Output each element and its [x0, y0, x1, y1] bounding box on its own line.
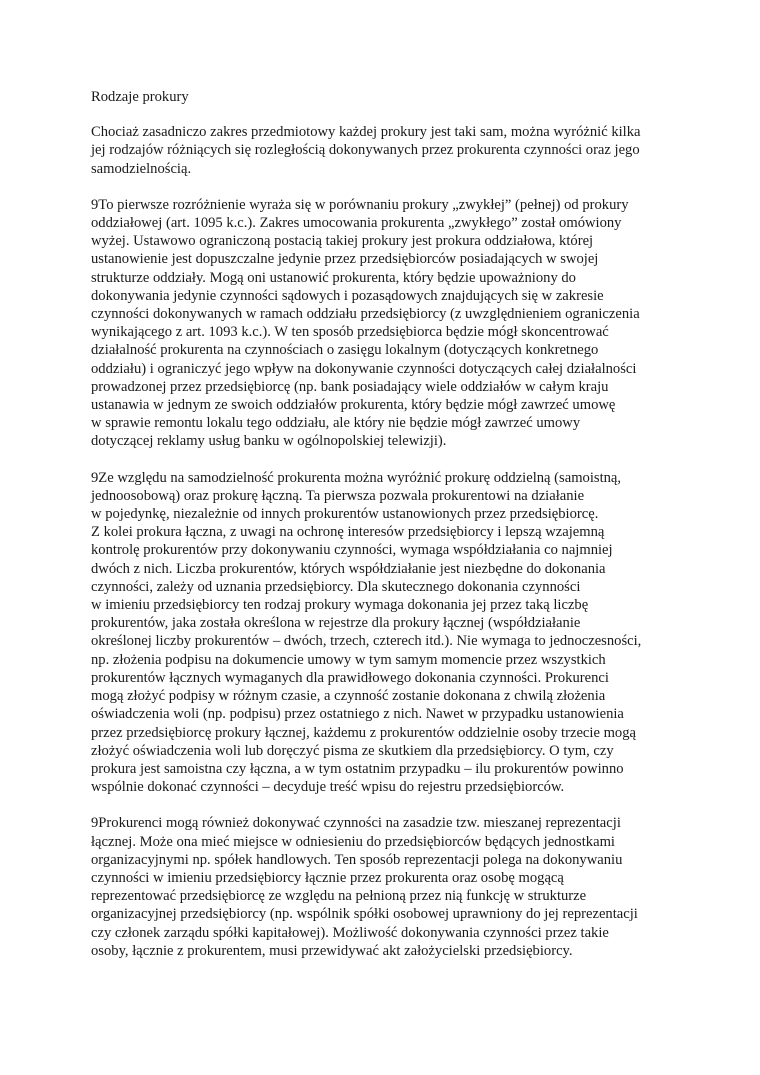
text-line: jej rodzajów różniących się rozległością dokonywanych przez prokurenta czynności oraz jego: [91, 142, 640, 159]
text-line: dokonywania jedynie czynności sądowych i pozasądowych znajdujących się w zakresie: [91, 287, 604, 304]
document-body: [91, 88, 683, 978]
text-line: określonej liczby prokurentów – dwóch, trzech, czterech itd.). Nie wymaga to jednoczesności,: [91, 633, 642, 650]
text-line: prokura jest samoistna czy łączna, a w tym ostatnim przypadku – ilu prokurentów powinno: [91, 760, 624, 777]
text-line: wyżej. Ustawowo ograniczoną postacią takiej prokury jest prokura oddziałowa, której: [91, 233, 594, 250]
text-line: mogą złożyć podpisy w różnym czasie, a czynność zostanie dokonana z chwilą złożenia: [91, 688, 606, 705]
text-line: ustanawia w jednym ze swoich oddziałów prokurenta, który będzie mógł zawrzeć umowę: [91, 397, 616, 414]
text-line: łącznej. Może ona mieć miejsce w odniesieniu do przedsiębiorców będących jednostkami: [91, 833, 615, 850]
text-line: oświadczenia woli (np. podpisu) przez ostatniego z nich. Nawet w przypadku ustanowienia: [91, 706, 624, 723]
text-line: w imieniu przedsiębiorcy ten rodzaj prokury wymaga dokonania jej przez taką liczbę: [91, 597, 589, 614]
paragraph-list: [91, 123, 683, 960]
text-line: Chociaż zasadniczo zakres przedmiotowy każdej prokury jest taki sam, można wyróżnić kilka: [91, 124, 641, 141]
text-line: czynności, zależy od uznania przedsiębiorcy. Dla skutecznego dokonania czynności: [91, 578, 581, 595]
text-line: osoby, łącznie z prokurentem, musi przewidywać akt założycielski przedsiębiorcy.: [91, 942, 573, 959]
text-line: w pojedynkę, niezależnie od innych prokurentów ustanowionych przez przedsiębiorcę.: [91, 506, 599, 523]
document-title: Rodzaje prokury: [91, 89, 189, 105]
text-line: wspólnie dokonać czynności – decyduje treść wpisu do rejestru przedsiębiorców.: [91, 779, 565, 796]
text-line: ustanowienie jest dopuszczalne jedynie przez przedsiębiorców posiadających w swojej: [91, 251, 599, 268]
paragraph: [91, 196, 683, 451]
paragraph: [91, 123, 683, 178]
paragraph: [91, 469, 683, 797]
text-line: Z kolei prokura łączna, z uwagi na ochronę interesów przedsiębiorcy i lepszą wzajemną: [91, 524, 605, 541]
text-line: wynikającego z art. 1093 k.c.). W ten sposób przedsiębiorca będzie mógł skoncentrować: [91, 324, 609, 341]
text-line: jednoosobową) oraz prokurę łączną. Ta pierwsza pozwala prokurentowi na działanie: [91, 487, 585, 504]
text-line: 9To pierwsze rozróżnienie wyraża się w porównaniu prokury „zwykłej” (pełnej) od prokury: [91, 196, 629, 213]
text-line: czynności w imieniu przedsiębiorcy łącznie przez prokurenta oraz osobę mogącą: [91, 869, 564, 886]
paragraph: [91, 814, 683, 960]
text-line: prokurentów, jaka została określona w rejestrze dla prokury łącznej (współdziałanie: [91, 615, 581, 632]
text-line: kontrolę prokurentów przy dokonywaniu czynności, wymaga współdziałania co najmniej: [91, 542, 613, 559]
text-line: czynności dokonywanych w ramach oddziału przedsiębiorcy (z uwzględnieniem ograniczenia: [91, 306, 640, 323]
text-line: samodzielnością.: [91, 160, 192, 177]
text-line: dwóch z nich. Liczba prokurentów, których współdziałanie jest niezbędne do dokonania: [91, 560, 606, 577]
text-line: prokurentów łącznych wymaganych dla prawidłowego dokonania czynności. Prokurenci: [91, 669, 609, 686]
text-line: reprezentować przedsiębiorcę ze względu na pełnioną przez nią funkcję w strukturze: [91, 888, 587, 905]
text-line: złożyć oświadczenia woli lub doręczyć pisma ze skutkiem dla przedsiębiorcy. O tym, czy: [91, 742, 614, 759]
text-line: przez przedsiębiorcę prokury łącznej, każdemu z prokurentów oddzielnie osoby trzecie mogą: [91, 724, 636, 741]
text-line: w sprawie remontu lokalu tego oddziału, ale który nie będzie mógł zawrzeć umowy: [91, 415, 581, 432]
text-line: działalność prokurenta na czynnościach o zasięgu lokalnym (dotyczących konkretnego: [91, 342, 599, 359]
text-line: strukturze oddziały. Mogą oni ustanowić prokurenta, który będzie upoważniony do: [91, 269, 576, 286]
text-line: czy członek zarządu spółki kapitałowej). Możliwość dokonywania czynności przez takie: [91, 924, 609, 941]
text-line: organizacyjnymi np. spółek handlowych. Ten sposób reprezentacji polega na dokonywaniu: [91, 851, 623, 868]
text-line: dotyczącej reklamy usług banku w ogólnopolskiej telewizji).: [91, 433, 447, 450]
text-line: 9Prokurenci mogą również dokonywać czynności na zasadzie tzw. mieszanej reprezentacji: [91, 815, 621, 832]
text-line: 9Ze względu na samodzielność prokurenta można wyróżnić prokurę oddzielną (samoistną,: [91, 469, 622, 486]
text-line: oddziału) i ograniczyć jego wpływ na dokonywanie czynności dotyczących całej działalności: [91, 360, 637, 377]
text-line: organizacyjnej przedsiębiorcy (np. wspólnik spółki osobowej uprawniony do jej reprezentacji: [91, 906, 638, 923]
text-line: oddziałowej (art. 1095 k.c.). Zakres umocowania prokurenta „zwykłego” został omówiony: [91, 215, 622, 232]
text-line: np. złożenia podpisu na dokumencie umowy w tym samym momencie przez wszystkich: [91, 651, 606, 668]
text-line: prowadzonej przez przedsiębiorcę (np. bank posiadający wiele oddziałów w całym kraju: [91, 378, 609, 395]
